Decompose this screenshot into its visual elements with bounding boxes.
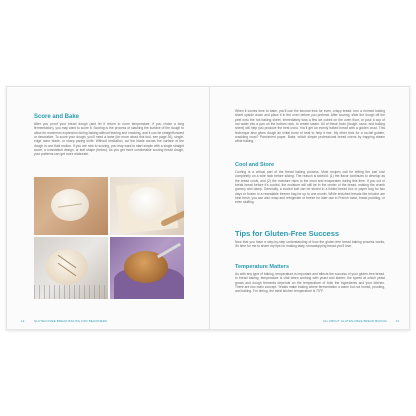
- bread-knife: [157, 243, 181, 259]
- baking-paragraph: When it comes time to bake, you'll use the second trick for even, crispy bread: turn a rimmed baking sheet upside down and place it in the oven before you preheat. After scoring, slide the dough off the peel onto the hot baking sheet. Immediately toss a few ice cubes on the oven floor, or pour a cup of hot water into a pan on the bottom rack, to create steam. All of these tools (dough, razor, and baking sheet) will help you produce the best crust. You'll get an evenly baked bread with a golden crust. This technique also gives dough an initial burst of heat to help it rise. My other trick for a no-fail golden, crackling crust? Parchment paper. Bake, which simple professional bread ovens by trapping steam while baking.: [235, 109, 385, 144]
- book-spread: [6, 86, 410, 330]
- photo-dough-on-parchment: [110, 177, 184, 235]
- photo-baked-loaf: [110, 237, 184, 299]
- section-heading-cool-and-store: Cool and Store: [235, 162, 275, 168]
- section-heading-score-and-bake: Score and Bake: [34, 114, 80, 120]
- left-running-footer: GLUTEN-FREE BREAD BAKING FOR BEGINNERS: [34, 319, 108, 323]
- tips-paragraph: Now that you have a step-by-step understanding of how the gluten-free bread baking process works, it's time for me to share my tips for making tasty, showstopping bread you'll love.: [235, 240, 385, 249]
- temperature-paragraph: As with any type of baking, temperature is important and affects the success of your gluten-free bread. In bread baking, temperature is vital when working with yeast and starter, the speed at which yeast grows and dough ferments depends on the temperature of both the ingredients and your kitchen. There are two main concept. Yeasts make baking where fermentation a warm but not humid, proofing, and baking. For timing, the ideal kitchen temperature is 75°F.: [235, 272, 385, 294]
- right-page-number: 13: [395, 319, 399, 323]
- left-page-number: 12: [21, 319, 25, 323]
- cool-and-store-paragraph: Cooling is a critical part of the bread baking process. Most recipes call for letting the loaf cool completely on a wire rack before slicing. The reason is twofold: (1) the flavor continues to develop as the bread cools, and (2) the moisture rises to the crust and evaporates during this time. If you cut or break bread before it's cooled, the moisture will still be in the center of the bread, making the crumb gummy and damp. Generally, a cooled loaf can be stored in a lidded bread box or paper bag for two days or frozen in a resealable freezer bag for up to one month. While enriched breads like brioche are best fresh, you can also wrap and refrigerate or freeze for later use in French toast, bread pudding, or even stuffing.: [235, 170, 385, 205]
- dough-ball: [46, 249, 88, 285]
- left-page: [7, 87, 209, 329]
- photo-crosshatch-score: [34, 237, 108, 299]
- score-and-bake-paragraph: After you proof your bread dough (and let it return to room temperature, if you chose a long fermentation), you may want to score it. Scoring is the process of slashing the surface of the dough to allow for maximum expansion during baking without tearing and cracking, and it can be straightforward or decorative. To score your dough, you'll need a lame (for more about this tool, see page 26), single-edge razor blade, or sharp paring knife. Without hesitation, cut the blade across the surface of the dough in one fluid motion. If you are new to scoring, you may want to start simple with a single straight score, a crosshatch design, or leaf shape (below). As you get more comfortable scoring bread dough, your patterns can get more elaborate.: [34, 122, 184, 157]
- right-running-footer: ALL ABOUT GLUTEN-FREE BREAD BAKING: [322, 319, 387, 323]
- scoring-photo-grid: [34, 177, 184, 302]
- dough-ball: [128, 187, 168, 221]
- section-heading-tips: Tips for Gluten-Free Success: [235, 229, 340, 238]
- wire-rack: [34, 285, 108, 299]
- section-heading-temperature: Temperature Matters: [235, 264, 289, 270]
- photo-single-score: [34, 177, 108, 235]
- right-page: [210, 87, 411, 329]
